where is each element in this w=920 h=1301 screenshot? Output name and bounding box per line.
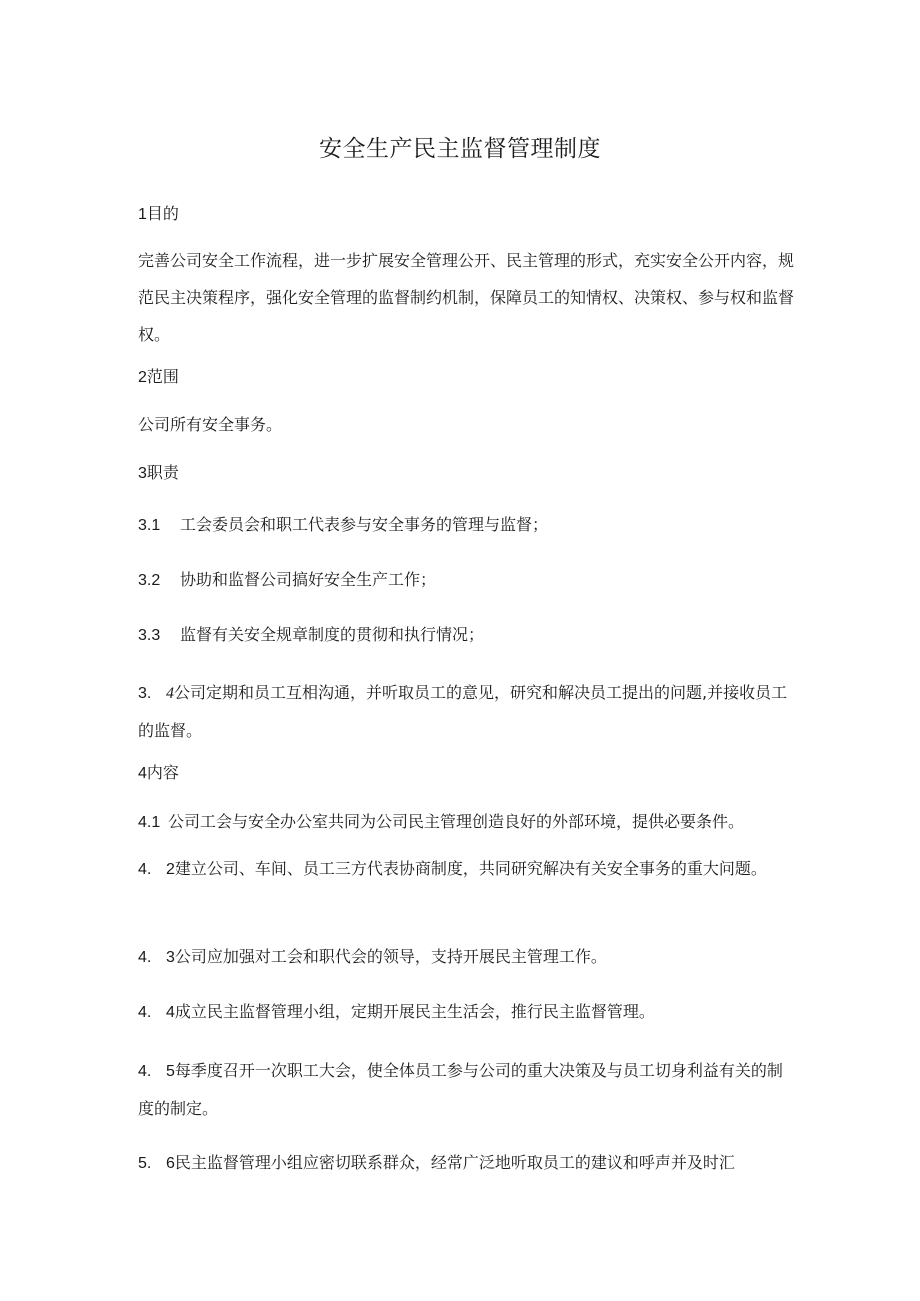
item-text: 协助和监督公司搞好安全生产工作； [180,570,437,589]
document-title: 安全生产民主监督管理制度 [319,136,601,162]
section-heading-scope [138,361,818,394]
item-text: 工会委员会和职工代表参与安全事务的管理与监督； [180,515,549,534]
item-text: 公司工会与安全办公室共同为公司民主管理创造良好的外部环境，提供必要条件。 [168,812,745,831]
section-body-scope: 公司所有安全事务。 [138,415,283,434]
item-number: 4. [138,949,152,966]
item-number: 4. [138,1004,152,1021]
item-text: 监督有关安全规章制度的贯彻和执行情况； [180,625,485,644]
item-number: 5. [138,1155,152,1172]
item-text: 建立公司、车间、员工三方代表协商制度，共同研究解决有关安全事务的重大问题。 [174,859,767,878]
list-item [138,509,818,542]
section-number: 2 [138,369,147,386]
section-body-purpose: 完善公司安全工作流程，进一步扩展安全管理公开、民主管理的形式，充实安全公开内容，规范民主决策程序，强化安全管理的监督制约机制，保障员工的知情权、决策权、参与权和监督权。 [138,251,795,344]
item-text: 每季度召开一次职工大会，使全体员工参与公司的重大决策及与员工切身利益有关的制度的制定。 [138,1061,783,1118]
list-item [138,674,798,749]
list-item [138,850,798,888]
item-number-sub: 4 [166,1004,175,1021]
item-number-sub: 6 [166,1155,175,1172]
item-text: 公司应加强对工会和职代会的领导，支持开展民主管理工作。 [174,947,607,966]
item-number-sub: 4 [166,685,174,702]
item-text: 公司定期和员工互相沟通，并听取员工的意见，研究和解决员工提出的问题,并接收员工的监督。 [138,683,788,740]
item-number-sub: 3 [166,949,175,966]
item-text: 民主监督管理小组应密切联系群众，经常广泛地听取员工的建议和呼声并及时汇 [174,1153,735,1172]
item-number: 4. [138,861,152,878]
section-number: 3 [138,465,147,482]
item-number: 4.1 [138,814,161,831]
section-heading-text: 内容 [146,763,179,782]
list-item [138,806,818,839]
item-number: 3.1 [138,517,161,534]
section-heading-content [138,757,818,790]
section-number: 4 [138,765,147,782]
section-number: 1 [138,206,147,223]
section-heading-text: 职责 [146,463,179,482]
item-number: 4. [138,1063,152,1080]
list-item [138,1147,818,1180]
section-heading-text: 范围 [146,367,179,386]
item-number: 3.2 [138,572,161,589]
list-item [138,619,818,652]
item-number: 3.3 [138,627,161,644]
item-text: 成立民主监督管理小组，定期开展民主生活会，推行民主监督管理。 [174,1002,655,1021]
item-number: 3. [138,685,152,702]
list-item [138,564,818,597]
list-item [138,941,818,974]
section-heading-duties [138,457,818,490]
list-item [138,1052,798,1127]
list-item [138,996,818,1029]
item-number-sub: 2 [166,861,175,878]
section-heading-text: 目的 [146,204,179,223]
item-number-sub: 5 [166,1063,175,1080]
section-heading-purpose [138,198,818,231]
